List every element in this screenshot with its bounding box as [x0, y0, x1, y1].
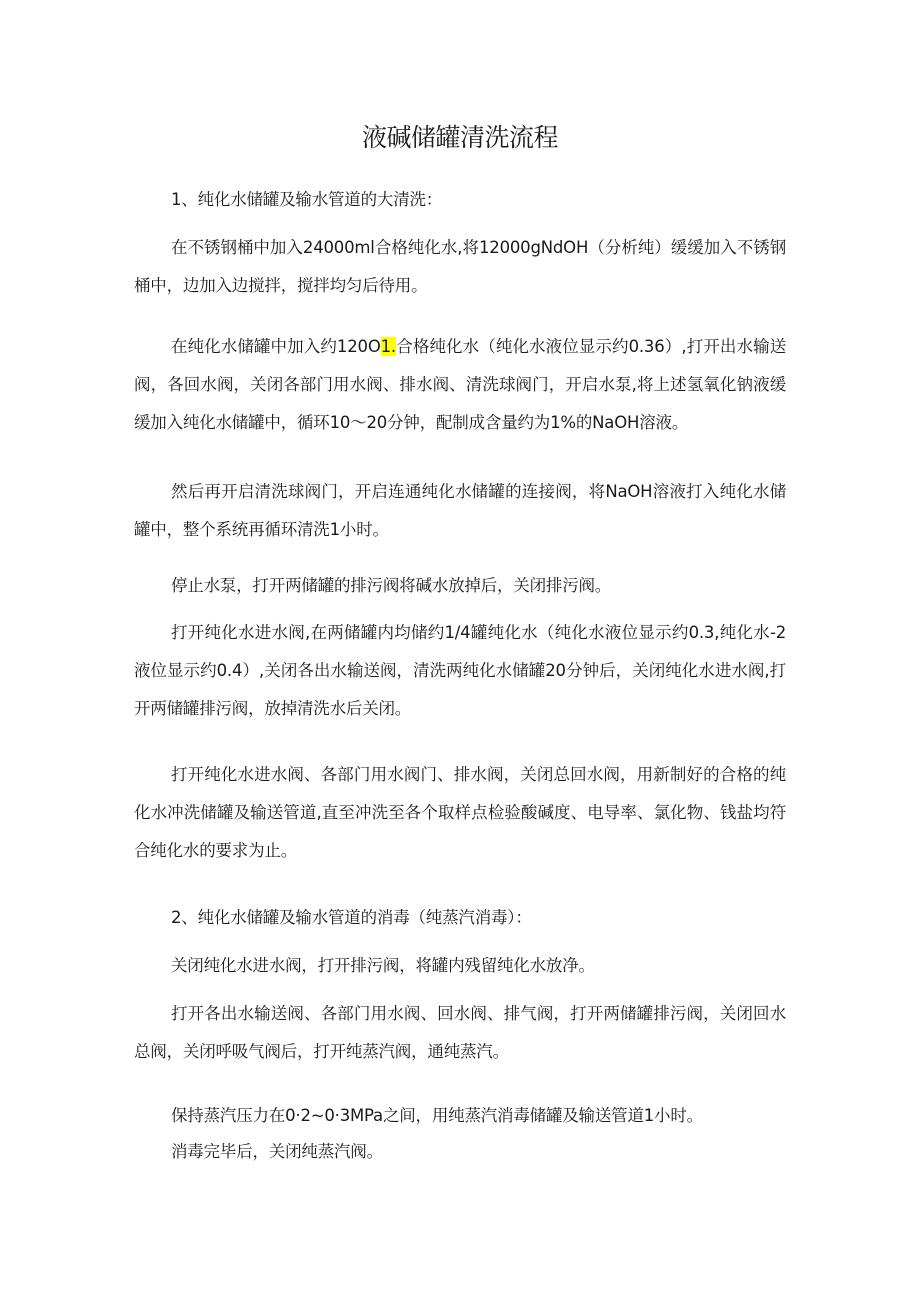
paragraph-hold-pressure: 保持蒸汽压力在0·2~0·3MPa之间，用纯蒸汽消毒储罐及输送管道1小时。 [171, 1106, 703, 1125]
paragraph-drain: 停止水泵，打开两储罐的排污阀将碱水放掉后，关闭排污阀。 [171, 576, 612, 595]
paragraph-prepare-solution: 在不锈钢桶中加入24000ml合格纯化水,将12000gNdOH（分析纯）缓缓加入不锈钢桶中，边加入边搅拌，搅拌均匀后待用。 [134, 238, 786, 295]
section-1-heading: 1、纯化水储罐及输水管道的大清洗： [171, 190, 443, 209]
paragraph-fill-tank-before: 在纯化水储罐中加入约120O [171, 337, 381, 356]
paragraph-open-steam: 打开各出水输送阀、各部门用水阀、回水阀、排气阀，打开两储罐排污阀，关闭回水总阀，关闭呼吸气阀后，打开纯蒸汽阀，通纯蒸汽。 [134, 1004, 786, 1061]
paragraph-finish: 消毒完毕后，关闭纯蒸汽阀。 [171, 1142, 383, 1161]
paragraph-close-inlet: 关闭纯化水进水阀，打开排污阀，将罐内残留纯化水放净。 [171, 956, 595, 975]
paragraph-open-valves: 然后再开启清洗球阀门，开启连通纯化水储罐的连接阀，将NaOH溶液打入纯化水储罐中，整个系统再循环清洗1小时。 [134, 482, 786, 539]
document-title: 液碱储罐清洗流程 [361, 123, 558, 152]
paragraph-fill-tank [134, 328, 786, 442]
paragraph-fill-tank-after: 合格纯化水（纯化水液位显示约0.36）,打开出水输送阀，各回水阀，关闭各部门用水阀、排水阀、清洗球阀门，开启水泵,将上述氢氧化钠液缓缓加入纯化水储罐中，循环10～20分钟，配制成含量约为1%的NaOH溶液。 [134, 337, 786, 432]
highlighted-text: 1. [380, 337, 396, 356]
paragraph-flush-pipes: 打开纯化水进水阀、各部门用水阀门、排水阀，关闭总回水阀，用新制好的合格的纯化水冲洗储罐及输送管道,直至冲洗至各个取样点检验酸碱度、电导率、氯化物、钱盐均符合纯化水的要求为止。 [134, 765, 786, 860]
section-2-heading: 2、纯化水储罐及输水管道的消毒（纯蒸汽消毒）： [171, 908, 532, 927]
paragraph-rinse-tanks: 打开纯化水进水阀,在两储罐内均储约1/4罐纯化水（纯化水液位显示约0.3,纯化水-2液位显示约0.4）,关闭各出水输送阀，清洗两纯化水储罐20分钟后，关闭纯化水进水阀,打开两储罐排污阀，放掉清洗水后关闭。 [134, 623, 786, 718]
